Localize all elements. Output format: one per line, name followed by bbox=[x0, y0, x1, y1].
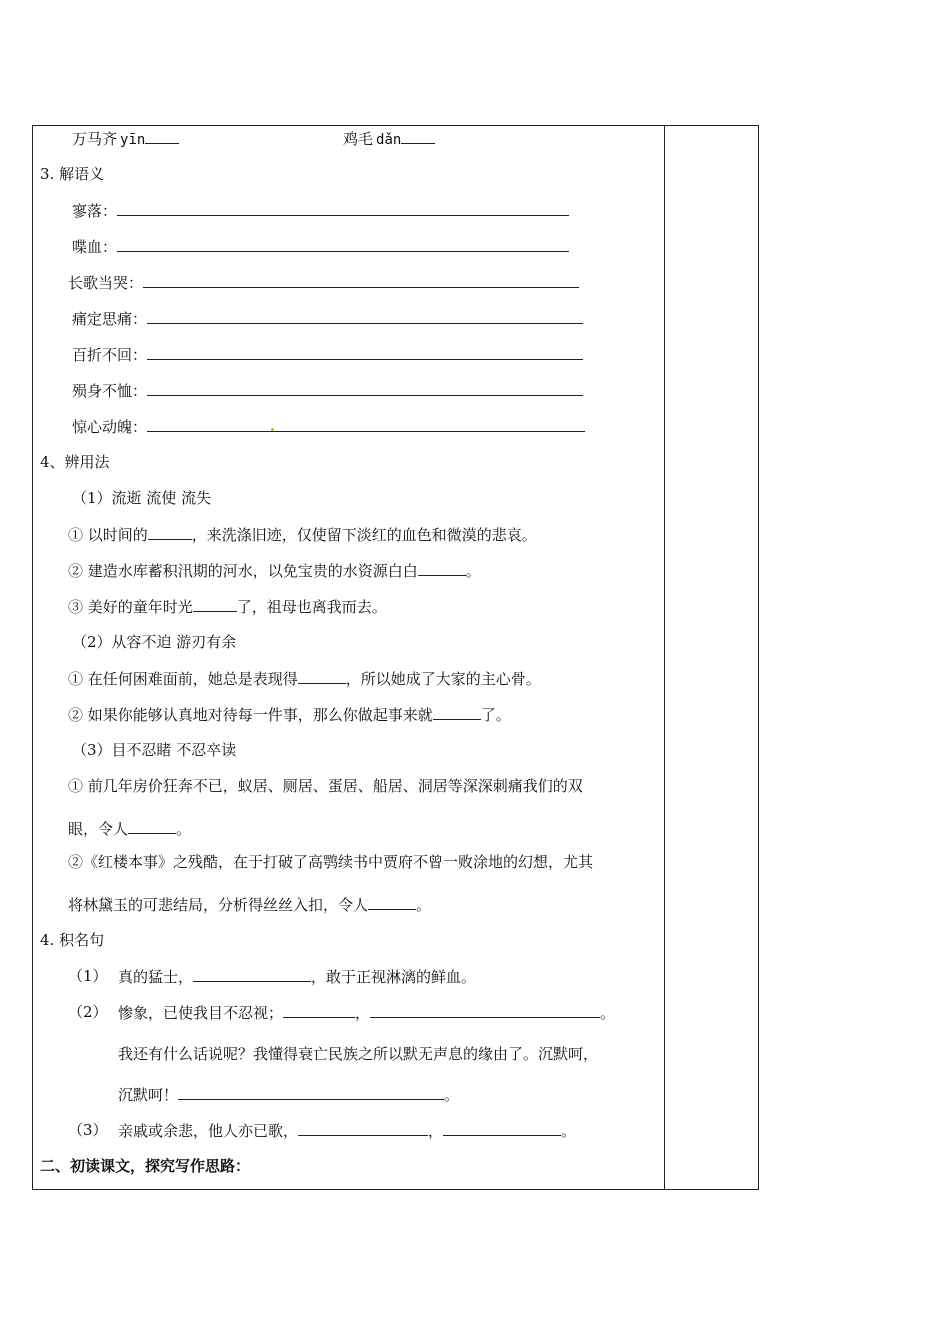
word-group-3: （3）目不忍睹 不忍卒读 bbox=[72, 741, 237, 759]
word-group-1: （1）流逝 流使 流失 bbox=[72, 489, 212, 507]
answer-blank[interactable] bbox=[298, 1120, 428, 1136]
quote-2-line-3: 沉默呵！ 。 bbox=[118, 1086, 460, 1104]
answer-blank[interactable] bbox=[433, 704, 481, 720]
term-row: 惊心动魄： bbox=[72, 416, 585, 437]
sentence: ②《红楼本事》之残酷，在于打破了高鹗续书中贾府不曾一败涂地的幻想，尤其 bbox=[68, 853, 594, 871]
quote-2: 惨象，已使我目不忍视； ， 。 bbox=[118, 1004, 616, 1022]
section-quotes-heading: 4. 积名句 bbox=[40, 931, 105, 949]
sentence: ② 如果你能够认真地对待每一件事，那么你做起事来就 了。 bbox=[68, 706, 511, 724]
section-4-heading: 4、辨用法 bbox=[40, 453, 110, 471]
stray-mark bbox=[271, 428, 274, 431]
answer-blank[interactable] bbox=[117, 236, 569, 252]
answer-blank[interactable] bbox=[143, 272, 579, 288]
answer-blank[interactable] bbox=[370, 1002, 600, 1018]
answer-blank[interactable] bbox=[147, 416, 585, 432]
answer-blank[interactable] bbox=[147, 308, 583, 324]
answer-blank[interactable] bbox=[283, 1002, 355, 1018]
term-row: 长歌当哭： bbox=[68, 272, 579, 293]
answer-blank[interactable] bbox=[178, 1084, 444, 1100]
answer-blank[interactable] bbox=[128, 818, 176, 834]
section-3-heading: 3. 解语义 bbox=[40, 165, 105, 183]
sentence: ② 建造水库蓄积汛期的河水，以免宝贵的水资源白白 。 bbox=[68, 562, 481, 580]
quote-3: 亲戚或余悲，他人亦已歌， ， 。 bbox=[118, 1122, 577, 1140]
quote-2-line-2: 我还有什么话说呢？我懂得衰亡民族之所以默无声息的缘由了。沉默呵， bbox=[118, 1045, 599, 1063]
sentence: ① 前几年房价狂奔不已，蚁居、厕居、蛋居、船居、洞居等深深刺痛我们的双 bbox=[68, 777, 583, 795]
sentence: ① 以时间的 ，来洗涤旧迹，仅使留下淡红的血色和微漠的悲哀。 bbox=[68, 526, 537, 544]
term-row: 痛定思痛： bbox=[72, 308, 583, 329]
term-row: 殒身不恤： bbox=[72, 380, 583, 401]
answer-blank[interactable] bbox=[147, 380, 583, 396]
answer-blank[interactable] bbox=[298, 668, 346, 684]
sentence: ① 在任何困难面前，她总是表现得 ，所以她成了大家的主心骨。 bbox=[68, 670, 541, 688]
term-row: 寥落： bbox=[72, 200, 569, 221]
column-divider bbox=[664, 125, 665, 1190]
answer-blank[interactable] bbox=[368, 894, 416, 910]
answer-blank[interactable] bbox=[147, 344, 583, 360]
section-2-heading: 二、初读课文，探究写作思路： bbox=[40, 1157, 251, 1175]
answer-blank[interactable] bbox=[117, 200, 569, 216]
quote-1: 真的猛士， ，敢于正视淋漓的鲜血。 bbox=[118, 968, 477, 986]
answer-blank[interactable] bbox=[193, 966, 311, 982]
quote-1-number: （1） bbox=[68, 967, 108, 985]
pinyin-item-2: 鸡毛 dǎn bbox=[343, 128, 435, 150]
answer-blank[interactable] bbox=[418, 560, 466, 576]
term-row: 喋血： bbox=[72, 236, 569, 257]
quote-3-number: （3） bbox=[68, 1121, 108, 1139]
sentence-continued: 眼，令人 。 bbox=[68, 820, 192, 838]
quote-2-number: （2） bbox=[68, 1003, 108, 1021]
word-group-2: （2）从容不迫 游刃有余 bbox=[72, 633, 237, 651]
answer-blank[interactable] bbox=[443, 1120, 561, 1136]
answer-blank[interactable] bbox=[148, 524, 192, 540]
sentence-continued: 将林黛玉的可悲结局，分析得丝丝入扣，令人 。 bbox=[68, 896, 432, 914]
sentence: ③ 美好的童年时光 了，祖母也离我而去。 bbox=[68, 598, 387, 616]
pinyin-item-1: 万马齐 yīn bbox=[72, 128, 179, 150]
answer-blank[interactable] bbox=[193, 596, 237, 612]
term-row: 百折不回： bbox=[72, 344, 583, 365]
